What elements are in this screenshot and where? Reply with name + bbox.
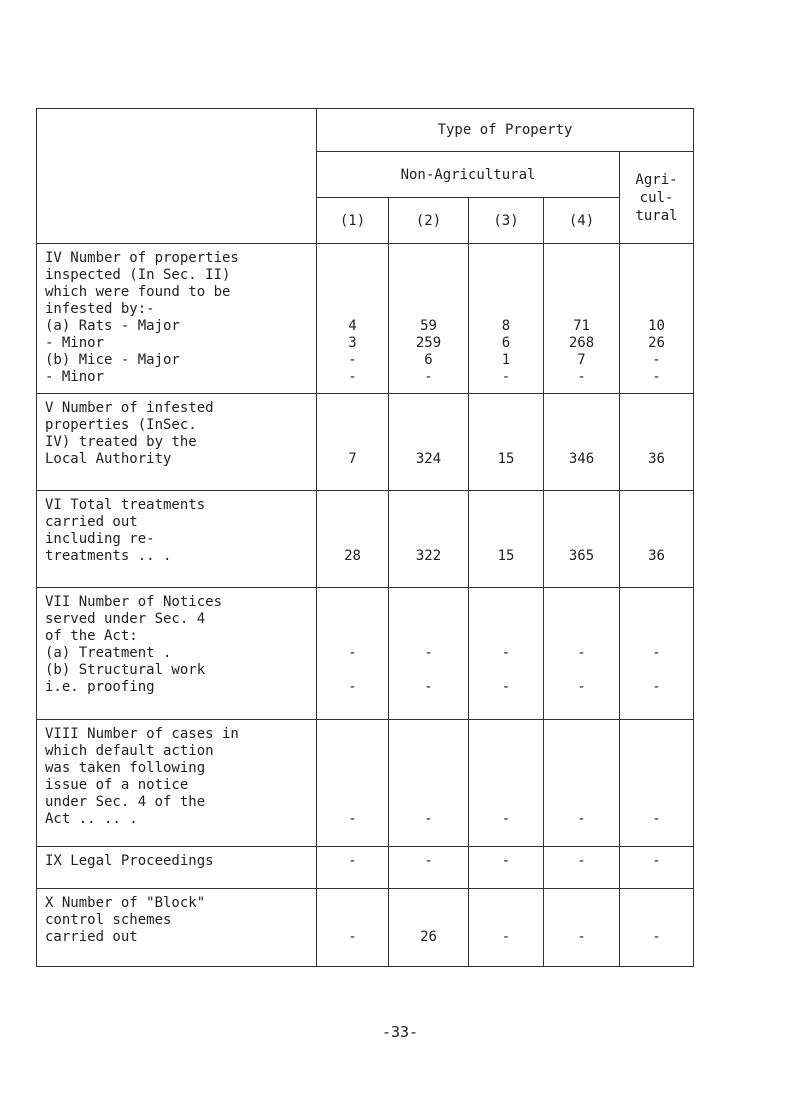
cell-value: 322 [415,548,442,564]
spacer-line [620,594,693,611]
spacer-line [317,726,388,743]
spacer-line [317,514,388,531]
cell-value: - [652,679,661,695]
spacer-line [389,250,468,267]
spacer-line [469,284,543,301]
cell-value: - [501,811,511,827]
value-cell-col-3 [469,244,544,394]
cell-value: - [348,679,357,695]
table-row-ix [37,847,694,889]
spacer-line [544,743,619,760]
value-cell-col-2 [389,889,469,967]
spacer-line [389,284,468,301]
spacer-line [620,760,693,777]
spacer-line [544,497,619,514]
spacer-line [620,497,693,514]
cell-value: - [501,679,511,695]
cell-value: - [348,369,357,385]
spacer-line [317,743,388,760]
cell-value: - [652,811,661,827]
cell-value: 6 [501,335,511,351]
spacer-line [469,760,543,777]
cell-value: - [424,811,433,827]
spacer-line [317,400,388,417]
spacer-line [620,726,693,743]
cell-value: 346 [568,451,595,467]
spacer-line [317,760,388,777]
cell-value: 8 [501,318,511,334]
spacer-line [544,794,619,811]
spacer-line [620,250,693,267]
value-cell-col-1 [317,244,389,394]
spacer-line [620,912,693,929]
spacer-line [469,400,543,417]
spacer-line [544,726,619,743]
value-cell-col-1 [317,720,389,847]
spacer-line [389,628,468,645]
spacer-line [389,726,468,743]
table-row-vii [37,588,694,720]
value-cell-col-5 [620,491,694,588]
spacer-line [389,497,468,514]
spacer-line [469,895,543,912]
cell-value: - [501,645,511,661]
spacer-line [544,777,619,794]
cell-value: 26 [420,929,437,945]
value-cell-col-4 [544,244,620,394]
cell-value: 7 [577,352,586,368]
value-cell-col-4 [544,394,620,491]
spacer-line [389,912,468,929]
value-cell-col-2 [389,720,469,847]
spacer-line [389,301,468,318]
spacer-line [469,531,543,548]
value-cell-col-2 [389,847,469,889]
value-cell-col-1 [317,588,389,720]
cell-value: 15 [497,451,515,467]
cell-value: - [424,369,433,385]
cell-value [469,662,543,679]
spacer-line [317,912,388,929]
cell-value: 10 [648,318,665,334]
spacer-line [620,301,693,318]
value-cell-col-1 [317,889,389,967]
spacer-line [389,594,468,611]
cell-value: - [424,679,433,695]
cell-value: - [501,929,511,945]
value-cell-col-4 [544,588,620,720]
cell-value: 59 [420,318,437,334]
spacer-line [620,743,693,760]
spacer-line [389,743,468,760]
cell-value: - [348,929,357,945]
cell-value: - [652,645,661,661]
cell-value: - [348,853,357,869]
cell-value: 36 [648,548,665,564]
spacer-line [620,611,693,628]
spacer-line [317,594,388,611]
row-label: IV Number of properties inspected (In Sec. II) which were found to be infested by:- (a) Rats - Major - Minor (b) Mice - Major - Minor [37,244,317,394]
cell-value: 268 [568,335,595,351]
value-cell-col-3 [469,720,544,847]
spacer-line [317,417,388,434]
cell-value: 4 [348,318,357,334]
spacer-line [544,400,619,417]
value-cell-col-5 [620,889,694,967]
spacer-line [469,777,543,794]
cell-value: 15 [497,548,515,564]
row-label: VIII Number of cases in which default action was taken following issue of a notice under Sec. 4 of the Act .. .. . [37,720,317,847]
spacer-line [389,514,468,531]
value-cell-col-5 [620,847,694,889]
value-cell-col-3 [469,394,544,491]
spacer-line [317,497,388,514]
value-cell-col-5 [620,720,694,847]
cell-value: - [348,352,357,368]
spacer-line [620,895,693,912]
cell-value: - [577,369,586,385]
spacer-line [469,912,543,929]
spacer-line [389,267,468,284]
spacer-line [620,777,693,794]
spacer-line [389,794,468,811]
column-header-3: (3) [469,198,544,244]
column-header-1: (1) [317,198,389,244]
cell-value: 365 [568,548,595,564]
cell-value: - [424,645,433,661]
spacer-line [389,531,468,548]
agricultural-header: Agri- cul- tural [620,152,694,244]
spacer-line [469,628,543,645]
spacer-line [544,760,619,777]
cell-value: - [577,811,586,827]
spacer-line [317,434,388,451]
spacer-line [317,267,388,284]
cell-value: - [577,679,586,695]
table-corner-cell [37,109,317,244]
value-cell-col-1 [317,847,389,889]
cell-value: - [348,811,357,827]
spacer-line [389,400,468,417]
row-label: VII Number of Notices served under Sec. 4 of the Act: (a) Treatment . (b) Structural work i.e. proofing [37,588,317,720]
cell-value [389,662,468,679]
row-label: V Number of infested properties (InSec. IV) treated by the Local Authority [37,394,317,491]
spacer-line [469,417,543,434]
cell-value: - [501,369,511,385]
spacer-line [469,301,543,318]
spacer-line [620,400,693,417]
spacer-line [620,284,693,301]
spacer-line [317,284,388,301]
cell-value: 28 [344,548,361,564]
spacer-line [544,301,619,318]
row-label: VI Total treatments carried out including re- treatments .. . [37,491,317,588]
spacer-line [620,417,693,434]
value-cell-col-4 [544,720,620,847]
value-cell-col-1 [317,394,389,491]
row-label: X Number of "Block" control schemes carried out [37,889,317,967]
cell-value: - [652,853,661,869]
cell-value [544,662,619,679]
spacer-line [620,267,693,284]
spacer-line [469,250,543,267]
spacer-line [317,895,388,912]
cell-value: 36 [648,451,665,467]
cell-value: - [501,853,511,869]
value-cell-col-3 [469,588,544,720]
value-cell-col-1 [317,491,389,588]
spacer-line [544,284,619,301]
spacer-line [620,794,693,811]
spacer-line [317,611,388,628]
type-of-property-header: Type of Property [317,109,694,152]
cell-value: - [577,645,586,661]
cell-value: 324 [415,451,442,467]
cell-value: 71 [573,318,590,334]
cell-value: 1 [501,352,511,368]
spacer-line [469,726,543,743]
cell-value: - [424,853,433,869]
spacer-line [544,912,619,929]
spacer-line [544,514,619,531]
table-row-x [37,889,694,967]
value-cell-col-2 [389,394,469,491]
value-cell-col-2 [389,491,469,588]
cell-value: - [348,645,357,661]
spacer-line [389,777,468,794]
column-header-4: (4) [544,198,620,244]
spacer-line [620,628,693,645]
cell-value: 7 [348,451,357,467]
column-header-2: (2) [389,198,469,244]
spacer-line [544,611,619,628]
spacer-line [544,895,619,912]
spacer-line [389,434,468,451]
value-cell-col-2 [389,244,469,394]
value-cell-col-3 [469,491,544,588]
cell-value: 6 [424,352,433,368]
value-cell-col-5 [620,244,694,394]
spacer-line [317,250,388,267]
spacer-line [620,514,693,531]
spacer-line [389,417,468,434]
non-agricultural-header: Non-Agricultural [317,152,620,198]
row-label: IX Legal Proceedings [37,847,317,889]
table-row-iv [37,244,694,394]
cell-value: - [652,929,661,945]
rodent-control-table [36,108,694,967]
value-cell-col-4 [544,491,620,588]
spacer-line [389,895,468,912]
spacer-line [544,417,619,434]
spacer-line [544,267,619,284]
table-row-viii [37,720,694,847]
spacer-line [469,611,543,628]
cell-value: 26 [648,335,665,351]
spacer-line [389,611,468,628]
spacer-line [469,743,543,760]
spacer-line [469,267,543,284]
spacer-line [469,794,543,811]
cell-value: - [577,929,586,945]
spacer-line [469,434,543,451]
value-cell-col-5 [620,394,694,491]
value-cell-col-4 [544,889,620,967]
spacer-line [317,628,388,645]
cell-value [620,662,693,679]
spacer-line [469,594,543,611]
spacer-line [620,531,693,548]
cell-value [317,662,388,679]
cell-value: - [577,853,586,869]
table-row-v [37,394,694,491]
cell-value: 259 [415,335,442,351]
value-cell-col-4 [544,847,620,889]
table-row-vi [37,491,694,588]
page-number: -33- [381,1023,419,1041]
spacer-line [544,250,619,267]
spacer-line [544,594,619,611]
spacer-line [389,760,468,777]
value-cell-col-3 [469,889,544,967]
spacer-line [469,497,543,514]
cell-value: 3 [348,335,357,351]
cell-value: - [652,352,661,368]
spacer-line [469,514,543,531]
spacer-line [317,777,388,794]
cell-value: - [652,369,661,385]
spacer-line [544,628,619,645]
spacer-line [317,301,388,318]
spacer-line [317,531,388,548]
spacer-line [544,531,619,548]
value-cell-col-2 [389,588,469,720]
value-cell-col-5 [620,588,694,720]
spacer-line [620,434,693,451]
spacer-line [544,434,619,451]
spacer-line [317,794,388,811]
value-cell-col-3 [469,847,544,889]
